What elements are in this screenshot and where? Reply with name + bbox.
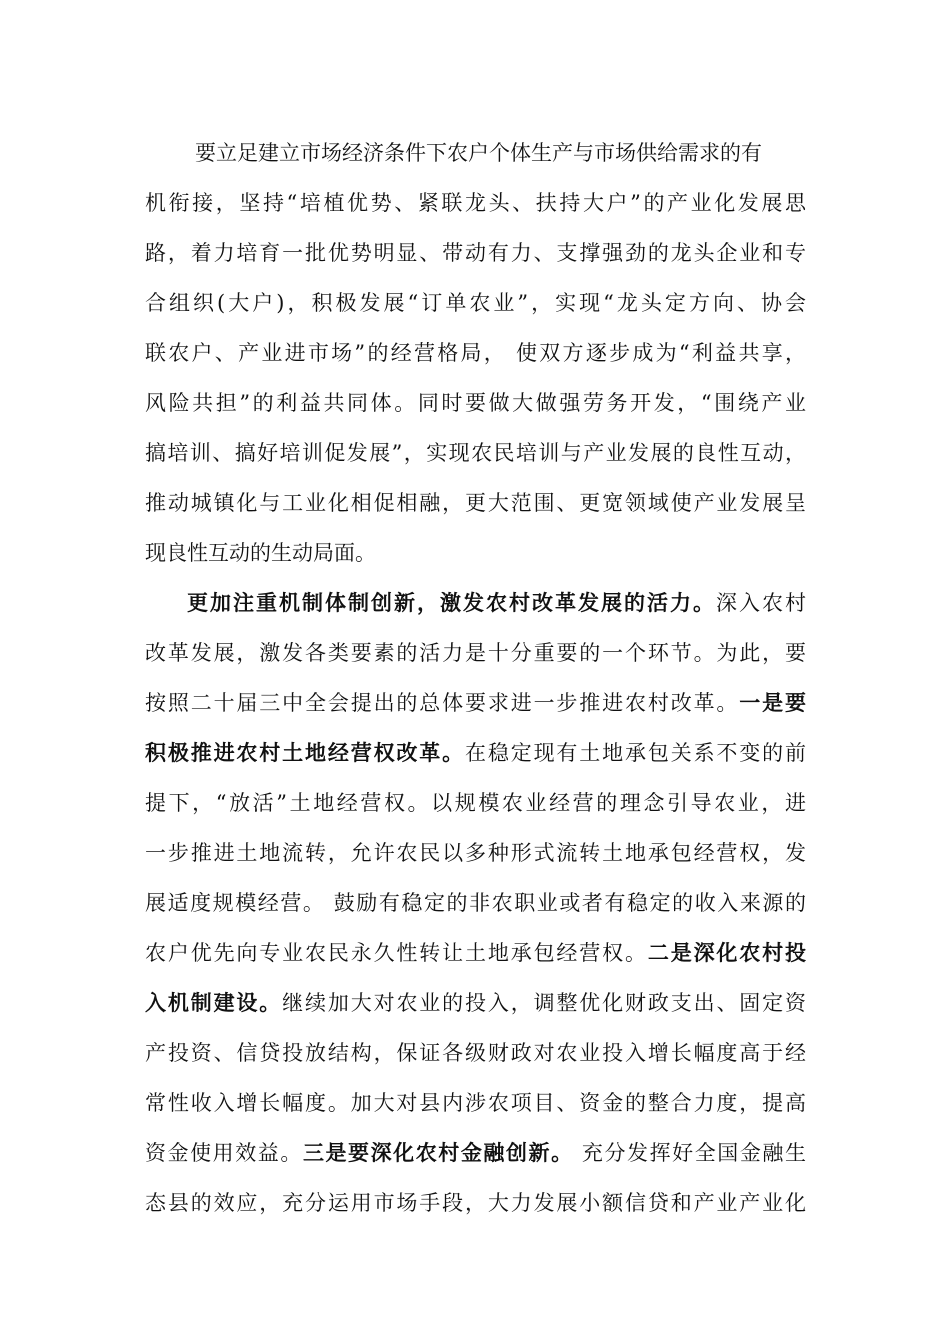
paragraph-2-line-13: 态县的效应，充分运用市场手段，大力发展小额信贷和产业产业化 — [145, 1191, 806, 1215]
line-text: 按照二十届三中全会提出的总体要求进一步推进农村改革。 — [145, 691, 740, 715]
paragraph-2-line-7: 展适度规模经营。 鼓励有稳定的非农职业或者有稳定的收入来源的 — [145, 891, 806, 915]
paragraph-2-line-9 — [145, 988, 806, 1018]
line-text: 资金使用效益。 — [145, 1141, 303, 1165]
paragraph-2-line-11: 常性收入增长幅度。加大对县内涉农项目、资金的整合力度，提高 — [145, 1091, 806, 1115]
paragraph-1-line-4: 合组织(大户)，积极发展“订单农业”，实现“龙头定方向、协会 — [145, 291, 806, 315]
bold-point-three-heading: 三是要深化农村金融创新。 — [302, 1140, 574, 1165]
line-text: 继续加大对农业的投入，调整优化财政支出、固定资 — [282, 991, 807, 1015]
paragraph-1-line-3: 路，着力培育一批优势明显、带动有力、支撑强劲的龙头企业和专 — [145, 241, 806, 265]
bold-point-two-start: 二是深化农村投 — [647, 940, 807, 965]
paragraph-1-line-2: 机衔接，坚持“培植优势、紧联龙头、扶持大户”的产业化发展思 — [145, 191, 806, 215]
paragraph-2-line-10: 产投资、信贷投放结构，保证各级财政对农业投入增长幅度高于经 — [145, 1041, 806, 1065]
paragraph-2-line-8 — [145, 938, 806, 968]
bold-heading-mechanism-innovation: 更加注重机制体制创新，激发农村改革发展的活力。 — [187, 590, 716, 615]
paragraph-2-line-3 — [145, 688, 806, 718]
bold-point-one-heading: 积极推进农村土地经营权改革。 — [145, 740, 465, 765]
paragraph-1-line-5: 联农户、产业进市场”的经营格局， 使双方逐步成为“利益共享， — [145, 341, 806, 365]
paragraph-1-line-1: 要立足建立市场经济条件下农户个体生产与市场供给需求的有 — [195, 141, 762, 165]
line-text: 在稳定现有土地承包关系不变的前 — [465, 741, 806, 765]
paragraph-2-line-4 — [145, 738, 806, 768]
line-text: 农户优先向专业农民永久性转让土地承包经营权。 — [145, 941, 648, 965]
paragraph-2-line-12 — [145, 1138, 806, 1168]
paragraph-1-line-8: 推动城镇化与工业化相促相融，更大范围、更宽领域使产业发展呈 — [145, 491, 806, 515]
paragraph-2-line-2: 改革发展，激发各类要素的活力是十分重要的一个环节。为此，要 — [145, 641, 806, 665]
paragraph-2-line-6: 一步推进土地流转，允许农民以多种形式流转土地承包经营权，发 — [145, 841, 806, 865]
paragraph-2-line-5: 提下，“放活”土地经营权。以规模农业经营的理念引导农业，进 — [145, 791, 806, 815]
bold-point-two-heading: 入机制建设。 — [145, 990, 283, 1015]
bold-point-one-start: 一是要 — [739, 690, 807, 715]
line-text-tail: 充分发挥好全国金融生 — [573, 1141, 806, 1165]
paragraph-1-line-9: 现良性互动的生动局面。 — [145, 541, 376, 565]
paragraph-1-line-6: 风险共担”的利益共同体。同时要做大做强劳务开发，“围绕产业 — [145, 391, 806, 415]
paragraph-2-line-1 — [187, 588, 806, 618]
line-text: 深入农村 — [716, 591, 806, 615]
paragraph-1-line-7: 搞培训、搞好培训促发展”，实现农民培训与产业发展的良性互动， — [145, 441, 806, 465]
